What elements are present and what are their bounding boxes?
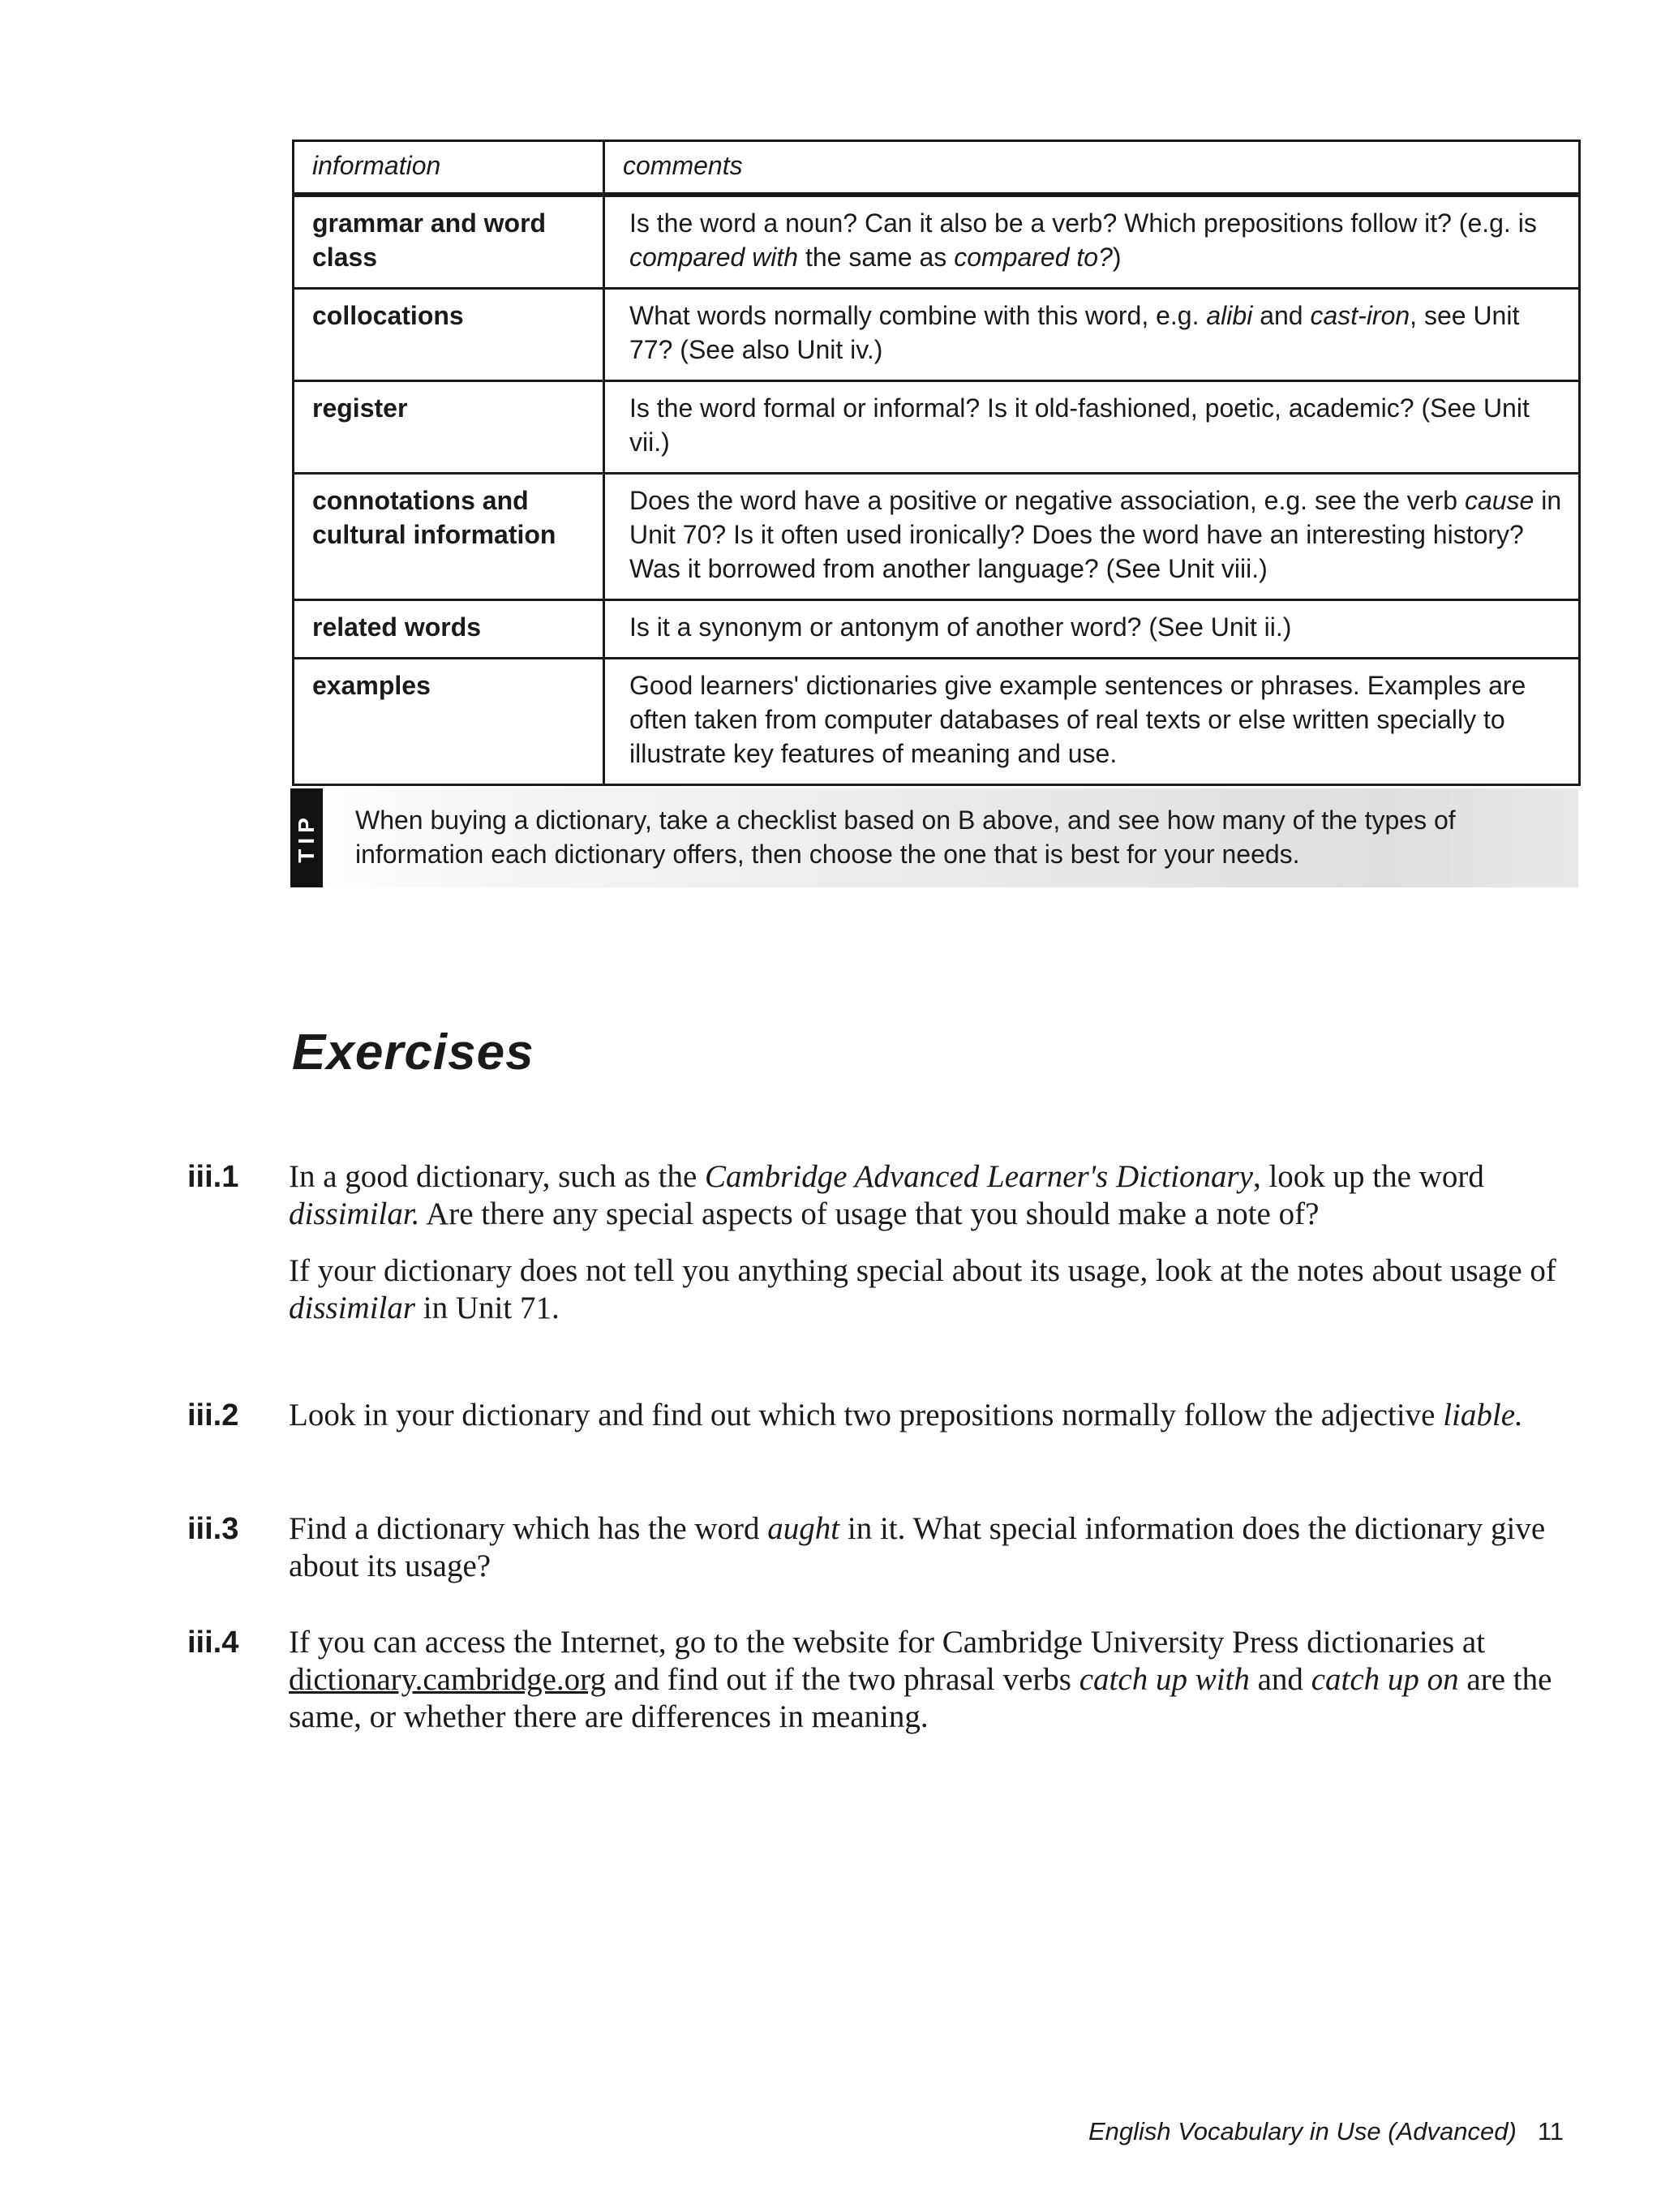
table-row (294, 659, 1580, 785)
exercises-heading: Exercises (292, 1024, 534, 1080)
italic-text: compared to? (954, 243, 1113, 272)
text-segment: and find out if the two phrasal verbs (605, 1662, 1079, 1697)
text-segment: in Unit 70? Is it often used ironically? Does the word have an interesting history? Was it borrowed from another language? (See Unit viii.) (629, 486, 1562, 583)
exercise-body (289, 1397, 1586, 1434)
comment-cell (604, 600, 1580, 659)
text-segment: ) (1112, 243, 1122, 272)
text-segment: Find a dictionary which has the word (289, 1511, 768, 1546)
text-segment: If you can access the Internet, go to the website for Cambridge University Press dictionaries at (289, 1625, 1486, 1660)
tip-text: When buying a dictionary, take a checklist based on B above, and see how many of the types of information each dictionary offers, then choose the one that is best for your needs. (355, 805, 1456, 869)
exercise-paragraph (289, 1252, 1586, 1327)
text-segment: and (1249, 1662, 1311, 1697)
text-segment: are the same, or whether there are differences in meaning. (289, 1662, 1552, 1734)
text-segment: the same as (798, 243, 955, 272)
column-header-comments: comments (604, 141, 1580, 195)
information-cell: collocations (294, 289, 604, 381)
table-header-row (294, 141, 1580, 195)
exercise-body (289, 1510, 1586, 1585)
comment-cell (604, 474, 1580, 600)
text-segment: Does the word have a positive or negative association, e.g. see the verb (629, 486, 1465, 515)
text-segment: , look up the word (1252, 1159, 1484, 1194)
page-footer (1088, 2117, 1564, 2146)
italic-text: cast-iron (1310, 301, 1410, 330)
comment-cell (604, 289, 1580, 381)
text-segment: and (1252, 301, 1311, 330)
exercise-paragraph (289, 1158, 1586, 1233)
italic-text: catch up on (1311, 1662, 1459, 1697)
italic-text: compared with (629, 243, 799, 272)
text-segment: If your dictionary does not tell you anything special about its usage, look at the notes about usage of (289, 1253, 1556, 1288)
text-segment: What words normally combine with this word, e.g. (629, 301, 1207, 330)
exercise-paragraph (289, 1397, 1586, 1434)
table-row (294, 381, 1580, 474)
italic-text: catch up with (1079, 1662, 1250, 1697)
text-segment: in it. What special information does the dictionary give about its usage? (289, 1511, 1546, 1583)
exercise-paragraph (289, 1624, 1586, 1736)
information-cell: register (294, 381, 604, 474)
comment-cell (604, 659, 1580, 785)
information-cell: grammar and word class (294, 195, 604, 289)
table-body (294, 195, 1580, 785)
information-cell: related words (294, 600, 604, 659)
column-header-information: information (294, 141, 604, 195)
italic-text: alibi (1206, 301, 1253, 330)
text-segment: Look in your dictionary and find out which two prepositions normally follow the adjective (289, 1398, 1444, 1432)
italic-text: liable. (1443, 1398, 1523, 1432)
exercise-body (289, 1158, 1586, 1327)
table-row (294, 195, 1580, 289)
text-segment: in Unit 71. (415, 1291, 560, 1325)
text-segment: In a good dictionary, such as the (289, 1159, 705, 1194)
book-title: English Vocabulary in Use (Advanced) (1088, 2117, 1517, 2145)
text-segment: Is the word a noun? Can it also be a verb? Which prepositions follow it? (e.g. is (629, 208, 1537, 238)
italic-text: dissimilar. (289, 1196, 420, 1231)
exercise-number: iii.3 (187, 1512, 239, 1546)
table-row (294, 474, 1580, 600)
information-table (292, 140, 1581, 786)
table-row (294, 600, 1580, 659)
comment-cell (604, 381, 1580, 474)
tip-tab (290, 788, 323, 887)
italic-text: cause (1464, 486, 1534, 515)
text-segment: , see Unit 77? (See also Unit iv.) (629, 301, 1520, 364)
text-segment: Good learners' dictionaries give example sentences or phrases. Examples are often taken from computer databases of real texts or else written specially to illustrate key features of meaning and use. (629, 671, 1526, 768)
exercise-number: iii.2 (187, 1398, 239, 1432)
text-segment: Are there any special aspects of usage that you should make a note of? (419, 1196, 1320, 1231)
exercise-body (289, 1624, 1586, 1736)
exercise-number: iii.1 (187, 1160, 239, 1194)
link-text[interactable]: dictionary.cambridge.org (289, 1662, 606, 1697)
information-cell: connotations and cultural information (294, 474, 604, 600)
text-segment: Is it a synonym or antonym of another word? (See Unit ii.) (629, 612, 1292, 642)
table-row (294, 289, 1580, 381)
exercise-number: iii.4 (187, 1626, 239, 1660)
italic-text: Cambridge Advanced Learner's Dictionary (705, 1159, 1253, 1194)
page-number: 11 (1537, 2117, 1564, 2145)
tip-box (290, 788, 1578, 887)
tip-label: TIP (294, 813, 319, 863)
italic-text: aught (767, 1511, 840, 1546)
text-segment: Is the word formal or informal? Is it old-fashioned, poetic, academic? (See Unit vii.) (629, 393, 1530, 457)
comment-cell (604, 195, 1580, 289)
italic-text: dissimilar (289, 1291, 416, 1325)
exercise-paragraph (289, 1510, 1586, 1585)
information-cell: examples (294, 659, 604, 785)
